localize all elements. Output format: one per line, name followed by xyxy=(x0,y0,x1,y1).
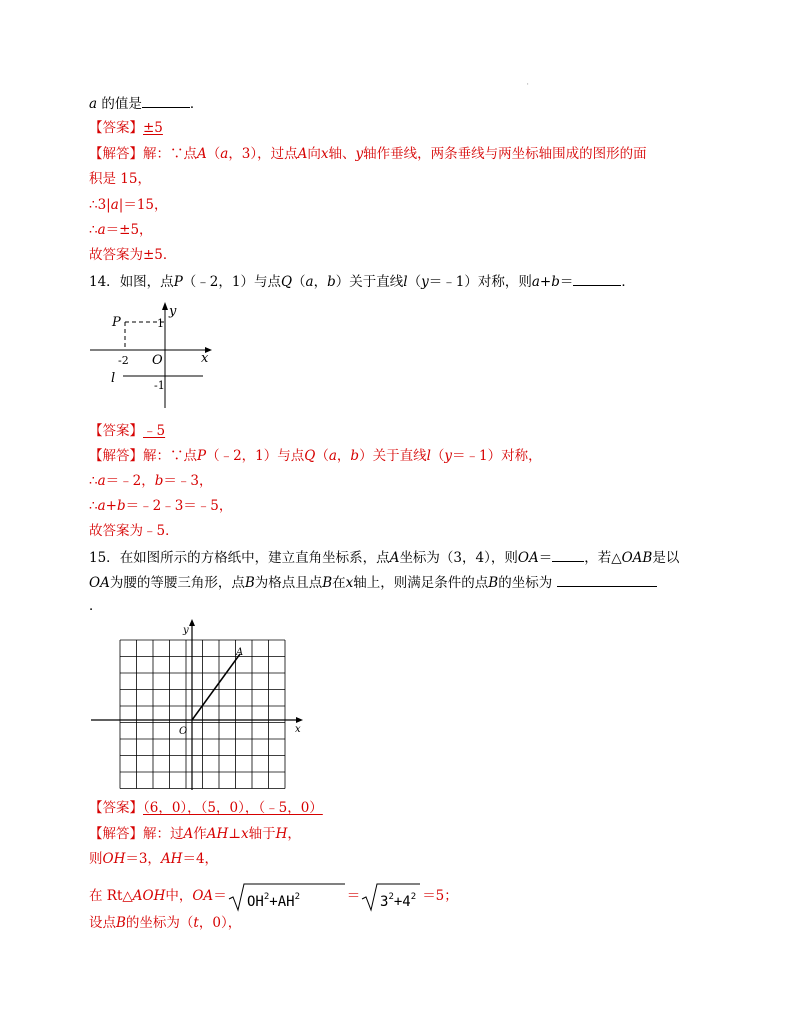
y-label: y xyxy=(183,625,189,636)
text: 中， xyxy=(165,888,193,904)
text: ＝﹣1）对称，则 xyxy=(428,274,532,290)
text: 则 xyxy=(89,851,103,867)
text: 设点 xyxy=(89,915,116,931)
text: OH xyxy=(246,893,264,910)
q14-figure xyxy=(85,298,215,410)
text: 在如图所示的方格纸中，建立直角坐标系，点 xyxy=(119,550,390,566)
text: l xyxy=(403,274,408,290)
q13-answer-blank[interactable] xyxy=(142,93,190,108)
text: ＝﹣3， xyxy=(163,473,213,489)
text: ＝ xyxy=(346,888,361,904)
point-a-label: A xyxy=(236,647,244,658)
text: |＝15， xyxy=(118,197,168,213)
corner-mark: ' xyxy=(527,83,529,90)
text: ＝﹣1）对称， xyxy=(452,448,542,464)
text: l xyxy=(426,448,431,464)
text: B xyxy=(244,575,255,591)
radicand-2 xyxy=(380,892,416,910)
text: 2 xyxy=(410,891,417,902)
text: （ xyxy=(430,448,445,464)
q15-answer xyxy=(89,798,323,818)
text: OA xyxy=(192,888,214,904)
text: 轴于 xyxy=(248,826,276,842)
text: a xyxy=(110,197,119,213)
text: 作 xyxy=(193,826,207,842)
q14-question xyxy=(89,271,635,292)
text: Q xyxy=(280,274,293,290)
text: t xyxy=(193,915,199,931)
text: b xyxy=(154,473,164,489)
solution-tag: 【解答】 xyxy=(89,448,143,464)
q13-solution-line5: 故答案为±5． xyxy=(89,247,177,263)
text: b xyxy=(350,448,360,464)
text: ＝﹣2﹣3＝﹣5， xyxy=(125,498,233,514)
x-label: x xyxy=(295,724,301,735)
text: ∴ xyxy=(89,473,98,489)
grid-lines xyxy=(120,640,285,789)
q14-solution-line4: 故答案为﹣5． xyxy=(89,523,179,539)
text: 2 xyxy=(263,891,269,902)
question-number: 14． xyxy=(89,274,120,290)
text: （ xyxy=(315,448,329,464)
text: Q xyxy=(304,448,316,464)
q15-solution-line2 xyxy=(89,849,218,869)
text: +AH xyxy=(268,893,295,910)
y-axis-arrow xyxy=(162,302,168,310)
text: ∴3| xyxy=(89,197,111,213)
text: a xyxy=(328,448,337,464)
text: ， xyxy=(287,826,301,842)
text: （ xyxy=(206,146,221,162)
text: 解：∵点 xyxy=(143,448,197,464)
text: 在 Rt△ xyxy=(89,888,133,904)
text: 2 xyxy=(294,891,300,902)
text: 轴、 xyxy=(328,146,356,162)
text: 为腰的等腰三角形，点 xyxy=(109,575,245,591)
text: 3 xyxy=(380,893,389,910)
text: 轴上，则满足条件的点 xyxy=(353,575,489,591)
q13-solution-line4 xyxy=(89,220,153,240)
x-axis-arrow xyxy=(296,717,303,723)
text: y xyxy=(444,448,453,464)
text: 2 xyxy=(388,891,395,902)
text: （ xyxy=(407,274,422,290)
text: AH xyxy=(206,826,229,842)
q14-solution-line3 xyxy=(89,496,232,516)
text: 向 xyxy=(307,146,321,162)
text: 为格点且点 xyxy=(254,575,323,591)
q13-solution-line3 xyxy=(89,195,168,215)
q15-b-blank[interactable] xyxy=(557,572,657,587)
text: ，3），过点 xyxy=(228,146,298,162)
origin-label: O xyxy=(179,726,188,737)
tick-minus1-label: -1 xyxy=(154,379,165,392)
text: x xyxy=(320,146,329,162)
text: 的坐标为 xyxy=(498,575,553,591)
answer-tag: 【答案】 xyxy=(89,423,143,439)
text: ）关于直线 xyxy=(359,448,427,464)
text: （ xyxy=(292,274,306,290)
text: ＝3， xyxy=(125,851,161,867)
text: a+b xyxy=(97,498,126,514)
origin-label: O xyxy=(152,353,163,368)
q13-solution-line2: 积是 15， xyxy=(89,171,151,187)
q14-answer xyxy=(89,421,165,441)
q15-question-line1 xyxy=(89,547,679,568)
segment-oa xyxy=(192,654,240,720)
text: ，若△ xyxy=(584,550,622,566)
text: x xyxy=(240,826,249,842)
text: ＝±5， xyxy=(105,222,153,238)
text: ， xyxy=(313,274,328,290)
text: ＝ xyxy=(213,888,227,904)
text: 在 xyxy=(332,575,346,591)
text: P xyxy=(197,448,207,464)
text: 坐标为（3，4），则 xyxy=(399,550,518,566)
text: b xyxy=(327,274,336,290)
q15-question-line3: ． xyxy=(89,598,103,614)
text: OA xyxy=(89,575,110,591)
text: y xyxy=(421,274,429,290)
text: （﹣2，1）与点 xyxy=(182,274,281,290)
q13-line1: a 的值是 ． xyxy=(89,93,203,114)
text: 是以 xyxy=(652,550,680,566)
text: a xyxy=(97,222,106,238)
question-number: 15． xyxy=(89,550,120,566)
answer-tag: 【答案】 xyxy=(89,800,143,816)
text: （﹣2，1）与点 xyxy=(206,448,305,464)
tick-minus2-label: -2 xyxy=(118,354,129,367)
text: 的坐标为（ xyxy=(125,915,194,931)
text: ＝ xyxy=(538,550,553,566)
text: ∴ xyxy=(89,498,98,514)
text: x xyxy=(345,575,354,591)
q13-answer xyxy=(89,118,163,138)
text: B xyxy=(488,575,499,591)
text: OAB xyxy=(621,550,653,566)
sqrt-expression-1 xyxy=(227,881,347,913)
radicand-1 xyxy=(247,892,300,910)
text: 轴作垂线，两条垂线与两坐标轴围成的图形的面 xyxy=(363,146,647,162)
text: a+b xyxy=(531,274,560,290)
q13-solution-line1 xyxy=(89,144,647,164)
q15-question-line2 xyxy=(89,572,657,593)
text: P xyxy=(173,274,183,290)
q14-answer-blank[interactable] xyxy=(573,271,621,286)
q13-line1-text: 的值是 xyxy=(101,96,142,112)
q14-solution-line1 xyxy=(89,446,542,466)
q13-var-a: a xyxy=(89,96,98,112)
q14-answer-value: ﹣5 xyxy=(143,423,166,439)
text: ＝ xyxy=(559,274,574,290)
text: A xyxy=(297,146,308,162)
text: ）关于直线 xyxy=(335,274,404,290)
text: a xyxy=(305,274,314,290)
text: ，0）， xyxy=(198,915,242,931)
answer-tag: 【答案】 xyxy=(89,120,143,136)
y-label: y xyxy=(169,304,177,319)
text: ， xyxy=(336,448,351,464)
p-label: P xyxy=(112,315,121,330)
solution-tag: 【解答】 xyxy=(89,146,143,162)
text: OH xyxy=(102,851,126,867)
text: ＝4， xyxy=(182,851,219,867)
text: ＝5； xyxy=(422,888,458,904)
q15-oa-blank[interactable] xyxy=(552,547,584,562)
text: AOH xyxy=(132,888,166,904)
text: ⊥ xyxy=(228,826,241,842)
text: H xyxy=(275,826,288,842)
text: 如图，点 xyxy=(119,274,174,290)
text: A xyxy=(197,146,207,162)
text: 解：∵点 xyxy=(143,146,197,162)
l-label: l xyxy=(111,371,116,386)
q14-solution-line2 xyxy=(89,471,213,491)
text: B xyxy=(322,575,333,591)
q15-solution-line4 xyxy=(89,913,241,933)
q15-solution-line3 xyxy=(89,880,458,912)
text: +4 xyxy=(394,893,411,910)
y-axis-arrow xyxy=(189,619,195,626)
text: ＝﹣2， xyxy=(105,473,155,489)
sqrt-expression-2 xyxy=(360,881,422,913)
text: 解：过 xyxy=(143,826,184,842)
x-label: x xyxy=(201,351,209,366)
text: A xyxy=(389,550,400,566)
q15-grid-figure xyxy=(86,618,312,794)
q15-solution-line1 xyxy=(89,824,301,844)
text: a xyxy=(97,473,106,489)
text: AH xyxy=(160,851,183,867)
text: y xyxy=(355,146,364,162)
text: ∴ xyxy=(89,222,98,238)
text: A xyxy=(183,826,194,842)
solution-tag: 【解答】 xyxy=(89,826,143,842)
text: OA xyxy=(517,550,539,566)
text: a xyxy=(220,146,229,162)
text: B xyxy=(116,915,126,931)
text: ． xyxy=(621,274,635,290)
q15-answer-value: （6，0），（5，0），（﹣5，0） xyxy=(143,800,323,816)
tick-1-label: 1 xyxy=(157,317,164,330)
q13-answer-value: ±5 xyxy=(143,120,163,136)
